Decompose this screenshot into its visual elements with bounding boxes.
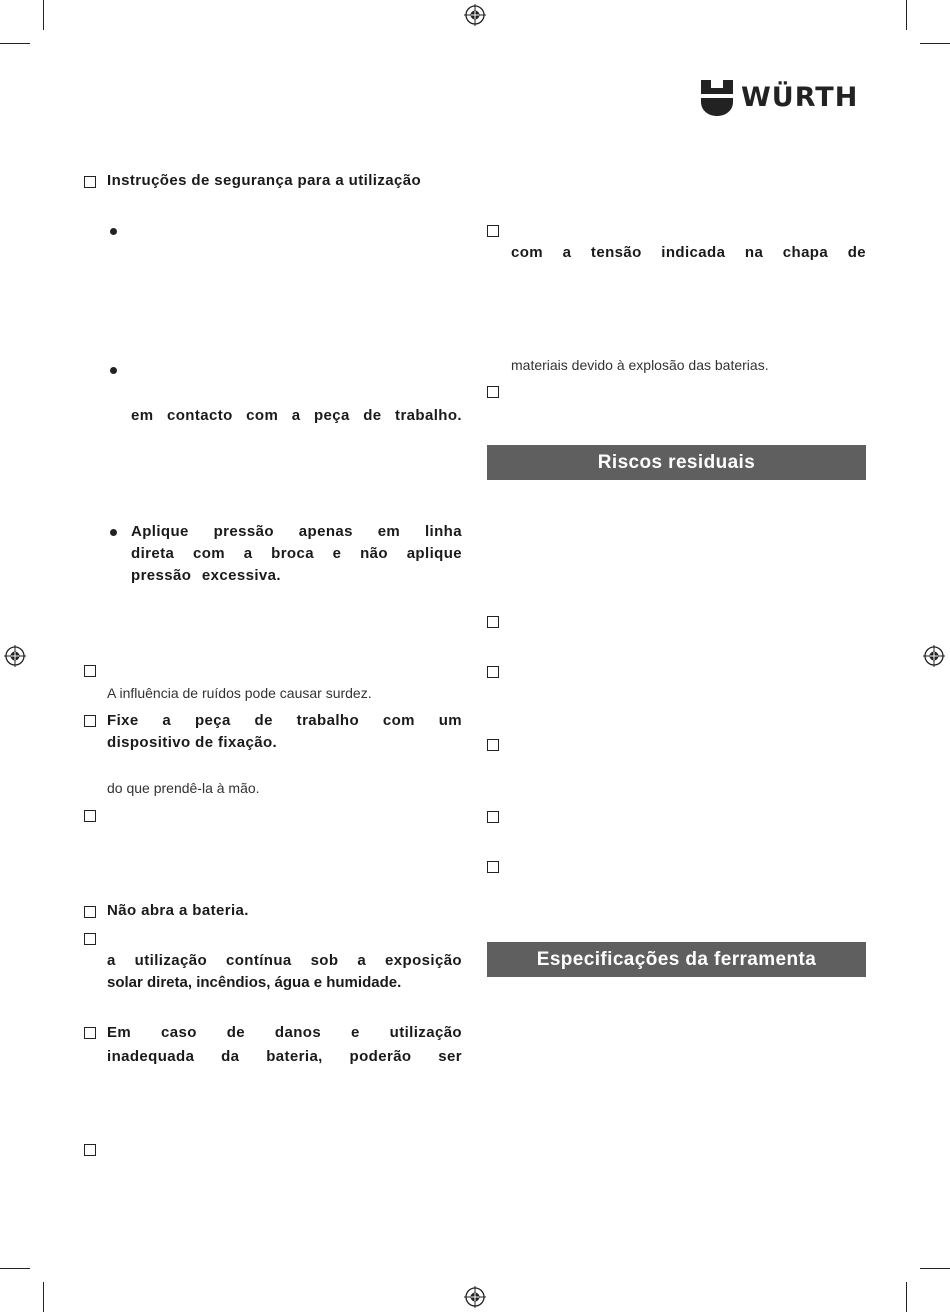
checkbox-icon	[84, 715, 96, 727]
checkbox-icon	[84, 1144, 96, 1156]
checkbox-icon	[487, 811, 499, 823]
checkbox-icon	[487, 386, 499, 398]
bullet-text-line: Aplique pressão apenas em linha	[131, 523, 462, 540]
clamp-text-line: Fixe a peça de trabalho com um	[107, 712, 462, 729]
explosion-text: materiais devido à explosão das baterias.	[511, 357, 769, 373]
crop-mark-top-right-h	[920, 43, 950, 44]
sun-text-line: solar direta, incêndios, água e humidade.	[107, 974, 402, 991]
battery-open-text: Não abra a bateria.	[107, 902, 249, 919]
bullet-text-line: pressão excessiva.	[131, 567, 281, 584]
checkbox-icon	[84, 810, 96, 822]
wurth-logo-icon	[701, 80, 733, 116]
checkbox-icon	[84, 906, 96, 918]
section-heading: Instruções de segurança para a utilização	[107, 172, 422, 189]
crop-mark-top-left-v	[43, 0, 44, 30]
checkbox-icon	[84, 1027, 96, 1039]
bullet-icon	[110, 367, 117, 374]
registration-mark-icon	[464, 1286, 486, 1308]
checkbox-icon	[84, 176, 96, 188]
brand-logo	[701, 80, 867, 116]
crop-mark-bottom-left-h	[0, 1268, 30, 1269]
checkbox-icon	[487, 861, 499, 873]
registration-mark-icon	[464, 4, 486, 26]
crop-mark-bottom-left-v	[43, 1282, 44, 1312]
bullet-text: em contacto com a peça de trabalho.	[131, 407, 462, 424]
crop-mark-top-left-h	[0, 43, 30, 44]
residual-risks-banner: Riscos residuais	[487, 445, 866, 480]
crop-mark-bottom-right-h	[920, 1268, 950, 1269]
checkbox-icon	[487, 225, 499, 237]
brand-name: WÜRTH	[741, 82, 859, 113]
checkbox-icon	[487, 666, 499, 678]
tool-specifications-banner: Especificações da ferramenta	[487, 942, 866, 977]
crop-mark-top-right-v	[906, 0, 907, 30]
sun-text-line: a utilização contínua sob a exposição	[107, 952, 462, 969]
bullet-text-line: direta com a broca e não aplique	[131, 545, 462, 562]
checkbox-icon	[487, 739, 499, 751]
checkbox-icon	[84, 933, 96, 945]
crop-mark-bottom-right-v	[906, 1282, 907, 1312]
bullet-icon	[110, 228, 117, 235]
clamp-note: do que prendê-la à mão.	[107, 780, 260, 796]
registration-mark-icon	[4, 645, 26, 667]
noise-text: A influência de ruídos pode causar surdez.	[107, 685, 372, 701]
registration-mark-icon	[923, 645, 945, 667]
damage-text-line: Em caso de danos e utilização	[107, 1024, 462, 1041]
bullet-icon	[110, 529, 117, 536]
damage-text-line: inadequada da bateria, poderão ser	[107, 1048, 462, 1065]
voltage-text: com a tensão indicada na chapa de	[511, 244, 866, 261]
checkbox-icon	[84, 665, 96, 677]
checkbox-icon	[487, 616, 499, 628]
clamp-text-line: dispositivo de fixação.	[107, 734, 278, 751]
